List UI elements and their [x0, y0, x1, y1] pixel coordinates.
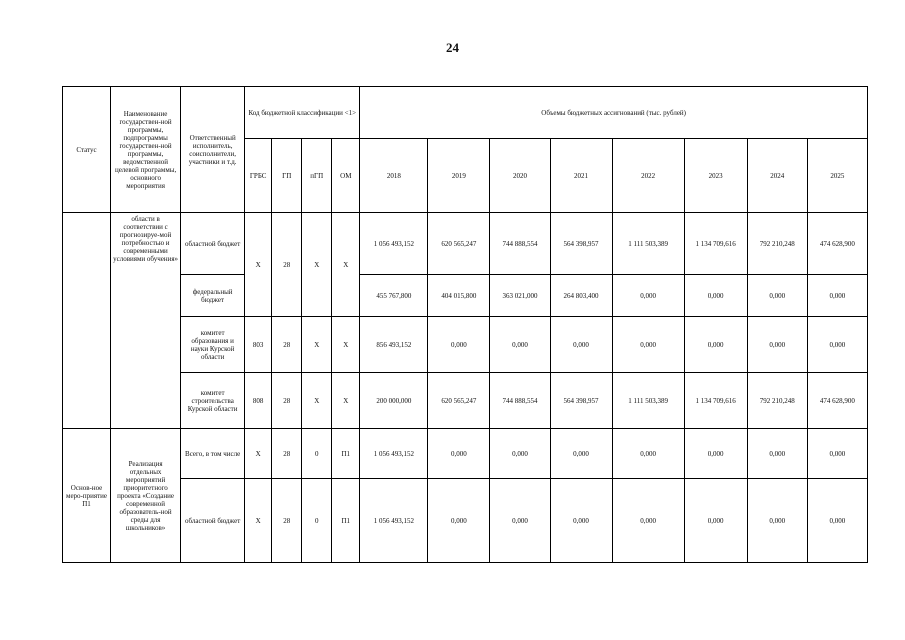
header-year-2025: 2025 — [807, 139, 867, 213]
value-2020: 0,000 — [490, 317, 550, 373]
cell-grbs: Х — [245, 213, 272, 317]
cell-om: П1 — [332, 429, 360, 479]
header-code-group: Код бюджетной классификации <1> — [245, 87, 360, 139]
cell-gp: 28 — [272, 479, 302, 563]
value-2025: 0,000 — [807, 479, 867, 563]
page-number: 24 — [446, 40, 459, 55]
value-2021: 0,000 — [550, 429, 612, 479]
value-2023: 1 134 709,616 — [684, 213, 747, 275]
value-2021: 564 398,957 — [550, 373, 612, 429]
row-responsible: областной бюджет — [181, 479, 245, 563]
value-2018: 1 056 493,152 — [360, 479, 428, 563]
header-volume-group: Объемы бюджетных ассигнований (тыс. рублей) — [360, 87, 868, 139]
value-2019: 404 015,800 — [428, 275, 490, 317]
cell-om: Х — [332, 373, 360, 429]
value-2024: 0,000 — [747, 275, 807, 317]
cell-grbs: 803 — [245, 317, 272, 373]
value-2019: 0,000 — [428, 429, 490, 479]
value-2022: 0,000 — [612, 275, 684, 317]
header-year-2019: 2019 — [428, 139, 490, 213]
value-2022: 1 111 503,389 — [612, 213, 684, 275]
value-2022: 0,000 — [612, 429, 684, 479]
value-2020: 0,000 — [490, 479, 550, 563]
value-2020: 744 888,554 — [490, 213, 550, 275]
value-2018: 1 056 493,152 — [360, 429, 428, 479]
value-2025: 0,000 — [807, 275, 867, 317]
value-2024: 0,000 — [747, 317, 807, 373]
header-status: Статус — [63, 87, 111, 213]
value-2018: 856 493,152 — [360, 317, 428, 373]
header-code-om: ОМ — [332, 139, 360, 213]
cell-pgp: Х — [302, 373, 332, 429]
table-row — [63, 275, 868, 317]
table-row — [63, 373, 868, 429]
value-2023: 0,000 — [684, 317, 747, 373]
header-year-2023: 2023 — [684, 139, 747, 213]
value-2024: 0,000 — [747, 479, 807, 563]
header-code-grbs: ГРБС — [245, 139, 272, 213]
cell-grbs: 808 — [245, 373, 272, 429]
table-row — [63, 213, 868, 275]
value-2023: 1 134 709,616 — [684, 373, 747, 429]
cell-gp: 28 — [272, 429, 302, 479]
value-2021: 264 803,400 — [550, 275, 612, 317]
value-2024: 792 210,248 — [747, 213, 807, 275]
value-2020: 744 888,554 — [490, 373, 550, 429]
value-2018: 455 767,800 — [360, 275, 428, 317]
value-2018: 1 056 493,152 — [360, 213, 428, 275]
header-year-2018: 2018 — [360, 139, 428, 213]
value-2024: 792 210,248 — [747, 373, 807, 429]
value-2019: 0,000 — [428, 479, 490, 563]
budget-table — [62, 86, 868, 563]
cell-om: Х — [332, 213, 360, 317]
header-year-2024: 2024 — [747, 139, 807, 213]
value-2024: 0,000 — [747, 429, 807, 479]
cell-gp: 28 — [272, 317, 302, 373]
header-responsible: Ответственный исполнитель, соисполнители, участники и т.д. — [181, 87, 245, 213]
section2-status: Основ-ное меро-приятие П1 — [63, 429, 111, 563]
cell-pgp: 0 — [302, 479, 332, 563]
value-2025: 0,000 — [807, 429, 867, 479]
value-2022: 0,000 — [612, 317, 684, 373]
value-2022: 0,000 — [612, 479, 684, 563]
cell-pgp: Х — [302, 317, 332, 373]
section2-name: Реализация отдельных мероприятий приоритетного проекта «Создание современной образователь-ной среды для школьников» — [111, 429, 181, 563]
header-code-gp: ГП — [272, 139, 302, 213]
value-2019: 620 565,247 — [428, 213, 490, 275]
row-responsible: областной бюджет — [181, 213, 245, 275]
value-2019: 0,000 — [428, 317, 490, 373]
cell-om: П1 — [332, 479, 360, 563]
value-2020: 363 021,000 — [490, 275, 550, 317]
header-row-1 — [63, 87, 868, 139]
row-responsible: комитет строительства Курской области — [181, 373, 245, 429]
header-name: Наименование государствен-ной программы, подпрограммы государствен-ной программы, ведомственной целевой программы, основного мероприятия — [111, 87, 181, 213]
row-responsible: комитет образования и науки Курской области — [181, 317, 245, 373]
section1-name: области в соответствии с прогнозируе-мой потребностью и современными условиями обучения» — [111, 213, 181, 429]
cell-pgp: 0 — [302, 429, 332, 479]
table-row — [63, 317, 868, 373]
section1-status — [63, 213, 111, 429]
value-2021: 0,000 — [550, 479, 612, 563]
value-2021: 564 398,957 — [550, 213, 612, 275]
value-2021: 0,000 — [550, 317, 612, 373]
row-responsible: федеральный бюджет — [181, 275, 245, 317]
cell-grbs: Х — [245, 429, 272, 479]
table-row — [63, 429, 868, 479]
header-year-2020: 2020 — [490, 139, 550, 213]
cell-grbs: Х — [245, 479, 272, 563]
header-code-pgp: пГП — [302, 139, 332, 213]
value-2025: 474 628,900 — [807, 213, 867, 275]
value-2023: 0,000 — [684, 275, 747, 317]
header-year-2021: 2021 — [550, 139, 612, 213]
value-2023: 0,000 — [684, 429, 747, 479]
cell-om: Х — [332, 317, 360, 373]
row-responsible: Всего, в том числе — [181, 429, 245, 479]
table-row — [63, 479, 868, 563]
cell-gp: 28 — [272, 373, 302, 429]
cell-gp: 28 — [272, 213, 302, 317]
value-2018: 200 000,000 — [360, 373, 428, 429]
value-2025: 474 628,900 — [807, 373, 867, 429]
value-2020: 0,000 — [490, 429, 550, 479]
value-2022: 1 111 503,389 — [612, 373, 684, 429]
value-2019: 620 565,247 — [428, 373, 490, 429]
value-2025: 0,000 — [807, 317, 867, 373]
cell-pgp: Х — [302, 213, 332, 317]
value-2023: 0,000 — [684, 479, 747, 563]
header-year-2022: 2022 — [612, 139, 684, 213]
